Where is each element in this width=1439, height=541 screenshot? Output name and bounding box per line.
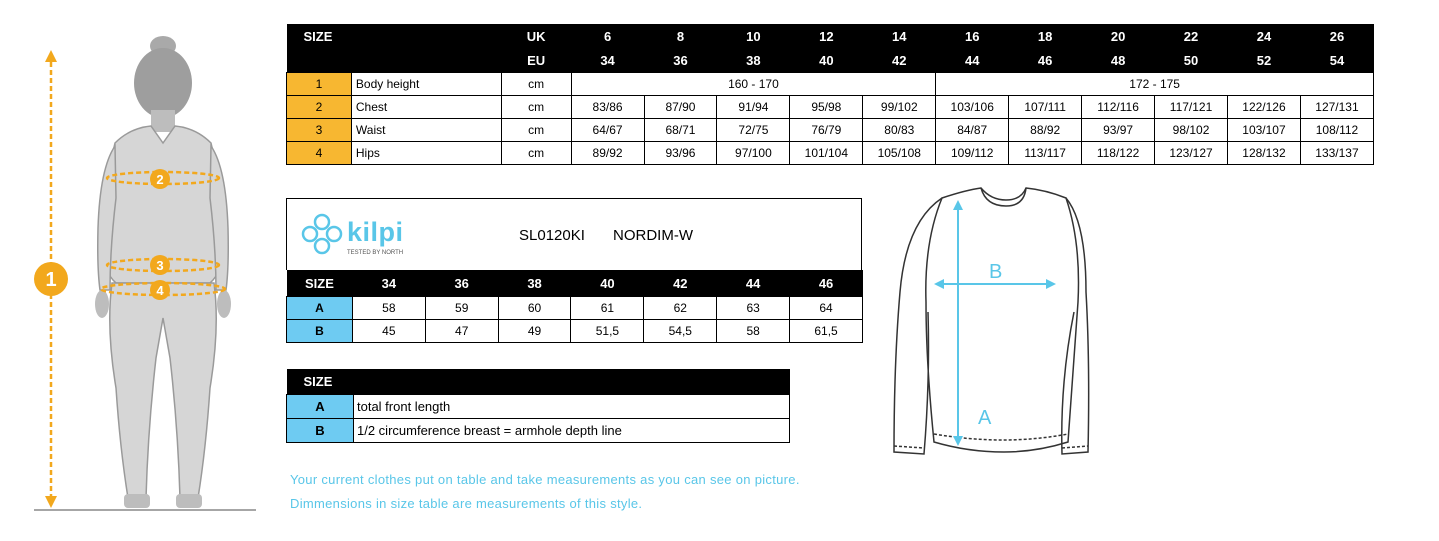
- eu-size: 42: [863, 48, 936, 73]
- size-cell: 38: [498, 270, 571, 297]
- row-label: Hips: [351, 142, 501, 165]
- uk-size: 10: [717, 24, 790, 48]
- cell: 61: [571, 297, 644, 320]
- cell: 54,5: [644, 320, 717, 343]
- cell: 93/97: [1082, 119, 1155, 142]
- table-row-hips: [287, 142, 1374, 165]
- row-label: Chest: [351, 96, 501, 119]
- cell: 103/106: [936, 96, 1009, 119]
- cell: 51,5: [571, 320, 644, 343]
- uk-size: 20: [1082, 24, 1155, 48]
- uk-size: 8: [644, 24, 717, 48]
- brand-tagline: TESTED BY NORTH: [347, 250, 404, 256]
- cell: 63: [717, 297, 790, 320]
- size-cell: 44: [717, 270, 790, 297]
- eu-size: 38: [717, 48, 790, 73]
- size-header-label: SIZE: [287, 24, 502, 48]
- uk-size: 6: [571, 24, 644, 48]
- row-number: 4: [287, 142, 352, 165]
- row-number: 3: [287, 119, 352, 142]
- row-unit: cm: [501, 96, 571, 119]
- legend-row-a: [287, 395, 790, 419]
- uk-size: 26: [1300, 24, 1373, 48]
- legend-header-label: SIZE: [287, 369, 790, 395]
- row-number: 1: [287, 73, 352, 96]
- cell: 47: [425, 320, 498, 343]
- cell: 103/107: [1228, 119, 1301, 142]
- product-row-a: [287, 297, 863, 320]
- uk-size: 12: [790, 24, 863, 48]
- uk-size: 14: [863, 24, 936, 48]
- cell: 89/92: [571, 142, 644, 165]
- cell: 58: [352, 297, 425, 320]
- row-unit: cm: [501, 73, 571, 96]
- cell: 105/108: [863, 142, 936, 165]
- cell: 108/112: [1300, 119, 1373, 142]
- row-label: Waist: [351, 119, 501, 142]
- merged-cell: 160 - 170: [571, 73, 936, 96]
- size-header-label: SIZE: [287, 270, 353, 297]
- merged-cell: 172 - 175: [936, 73, 1374, 96]
- cell: 98/102: [1155, 119, 1228, 142]
- uk-size: 22: [1155, 24, 1228, 48]
- eu-size: 34: [571, 48, 644, 73]
- size-cell: 40: [571, 270, 644, 297]
- row-letter: A: [287, 297, 353, 320]
- shirt-label-a: A: [978, 407, 992, 429]
- cell: 68/71: [644, 119, 717, 142]
- cell: 83/86: [571, 96, 644, 119]
- product-name: NORDIM-W: [613, 227, 693, 244]
- cell: 64: [790, 297, 863, 320]
- height-marker: 1: [45, 269, 57, 291]
- cell: 45: [352, 320, 425, 343]
- size-cell: 42: [644, 270, 717, 297]
- uk-size: 24: [1228, 24, 1301, 48]
- legend-letter: B: [287, 419, 354, 443]
- eu-size: 36: [644, 48, 717, 73]
- legend-description: 1/2 circumference breast = armhole depth line: [354, 419, 790, 443]
- kilpi-knot-logo-icon: [299, 213, 345, 255]
- row-unit: cm: [501, 119, 571, 142]
- cell: 72/75: [717, 119, 790, 142]
- brand-logo: kilpi: [347, 217, 404, 247]
- cell: 62: [644, 297, 717, 320]
- shirt-measurement-drawing: [886, 182, 1096, 472]
- eu-size: 48: [1082, 48, 1155, 73]
- body-measurement-figure: [20, 28, 270, 518]
- row-number: 2: [287, 96, 352, 119]
- cell: 117/121: [1155, 96, 1228, 119]
- product-code: SL0120KI: [519, 227, 585, 244]
- eu-label: EU: [501, 48, 571, 73]
- cell: 113/117: [1009, 142, 1082, 165]
- product-size-table: [286, 270, 863, 343]
- cell: 58: [717, 320, 790, 343]
- size-cell: 34: [352, 270, 425, 297]
- eu-size: 54: [1300, 48, 1373, 73]
- cell: 123/127: [1155, 142, 1228, 165]
- row-letter: B: [287, 320, 353, 343]
- eu-size: 52: [1228, 48, 1301, 73]
- cell: 99/102: [863, 96, 936, 119]
- cell: 122/126: [1228, 96, 1301, 119]
- cell: 118/122: [1082, 142, 1155, 165]
- eu-size: 40: [790, 48, 863, 73]
- shirt-label-b: B: [989, 261, 1003, 283]
- legend-row-b: [287, 419, 790, 443]
- legend-header-row: [287, 369, 790, 395]
- uk-label: UK: [501, 24, 571, 48]
- eu-header-row: [287, 48, 1374, 73]
- product-row-b: [287, 320, 863, 343]
- cell: 133/137: [1300, 142, 1373, 165]
- eu-size: 44: [936, 48, 1009, 73]
- cell: 101/104: [790, 142, 863, 165]
- size-chart-table: [286, 24, 1374, 165]
- product-header-box: [286, 198, 862, 270]
- cell: 127/131: [1300, 96, 1373, 119]
- cell: 109/112: [936, 142, 1009, 165]
- uk-header-row: [287, 24, 1374, 48]
- waist-marker: 3: [156, 258, 164, 273]
- size-cell: 36: [425, 270, 498, 297]
- table-row-chest: [287, 96, 1374, 119]
- table-row-waist: [287, 119, 1374, 142]
- cell: 60: [498, 297, 571, 320]
- cell: 84/87: [936, 119, 1009, 142]
- legend-letter: A: [287, 395, 354, 419]
- cell: 59: [425, 297, 498, 320]
- row-unit: cm: [501, 142, 571, 165]
- cell: 128/132: [1228, 142, 1301, 165]
- legend-description: total front length: [354, 395, 790, 419]
- cell: 80/83: [863, 119, 936, 142]
- table-row-body-height: [287, 73, 1374, 96]
- uk-size: 18: [1009, 24, 1082, 48]
- product-header-row: [287, 270, 863, 297]
- cell: 64/67: [571, 119, 644, 142]
- cell: 61,5: [790, 320, 863, 343]
- cell: 49: [498, 320, 571, 343]
- hips-marker: 4: [156, 283, 164, 298]
- chest-marker: 2: [156, 172, 164, 187]
- cell: 95/98: [790, 96, 863, 119]
- size-cell: 46: [790, 270, 863, 297]
- cell: 97/100: [717, 142, 790, 165]
- eu-size: 50: [1155, 48, 1228, 73]
- cell: 91/94: [717, 96, 790, 119]
- cell: 107/111: [1009, 96, 1082, 119]
- cell: 93/96: [644, 142, 717, 165]
- cell: 76/79: [790, 119, 863, 142]
- legend-table: [286, 369, 790, 443]
- cell: 88/92: [1009, 119, 1082, 142]
- note-line-1: Your current clothes put on table and take measurements as you can see on picture.: [290, 472, 800, 487]
- cell: 87/90: [644, 96, 717, 119]
- eu-size: 46: [1009, 48, 1082, 73]
- cell: 112/116: [1082, 96, 1155, 119]
- note-line-2: Dimmensions in size table are measurements of this style.: [290, 496, 643, 511]
- uk-size: 16: [936, 24, 1009, 48]
- row-label: Body height: [351, 73, 501, 96]
